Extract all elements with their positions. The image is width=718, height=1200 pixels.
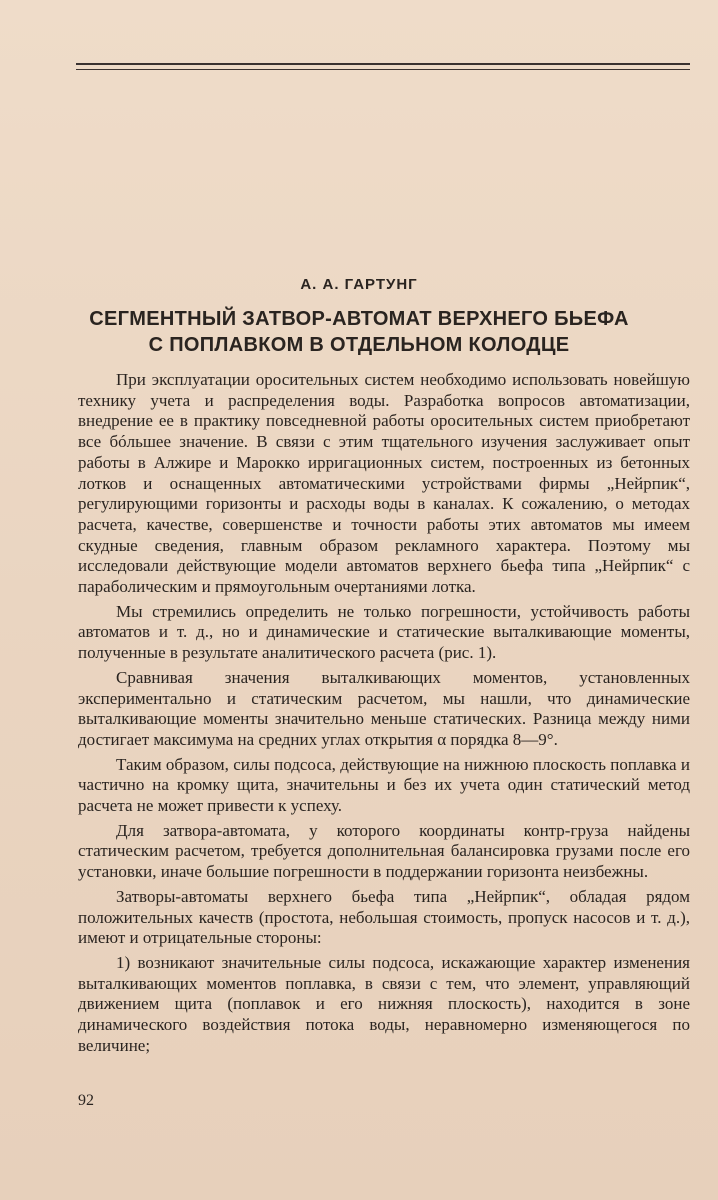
paragraph-list-item-1: 1) возникают значительные силы подсоса, искажающие характер изменения выталкивающих моментов поплавка, в связи с тем, что элемент, управляющий движением щита (поплавок и его нижняя плоскость), находится в зоне динамического воздействия потока воды, неравномерно изменяющегося по величине;: [78, 952, 690, 1055]
article-title: [0, 306, 718, 358]
article-body: [78, 370, 690, 1061]
title-line-1: СЕГМЕНТНЫЙ ЗАТВОР-АВТОМАТ ВЕРХНЕГО БЬЕФА: [89, 308, 629, 330]
paragraph-intro: При эксплуатации оросительных систем необходимо использовать новейшую технику учета и распределения воды. Разработка вопросов автоматизации, внедрение ее в практику повседневной работы оросительных систем приобретают все бóльшее значение. В связи с этим тщательного изучения заслуживает опыт работы в Алжире и Марокко ирригационных систем, построенных из бетонных лотков и оснащенных автоматическими устройствами фирмы „Нейрпик“, регулирующими горизонты и расходы воды в каналах. К сожалению, о методах расчета, качестве, совершенстве и точности работы этих автоматов мы имеем скудные сведения, главным образом рекламного характера. Поэтому мы исследовали действующие модели автоматов верхнего бьефа типа „Нейрпик“ с параболическим и прямоугольным очертаниями лотка.: [78, 370, 690, 597]
title-line-2: С ПОПЛАВКОМ В ОТДЕЛЬНОМ КОЛОДЦЕ: [148, 334, 570, 356]
paragraph-balancing: Для затвора-автомата, у которого координаты контр-груза найдены статическим расчетом, требуется дополнительная балансировка грузами после его установки, иначе большие погрешности в поддержании горизонта неизбежны.: [78, 820, 690, 882]
page-number: 92: [78, 1092, 94, 1109]
paragraph-comparison: Сравнивая значения выталкивающих моментов, установленных экспериментально и статическим расчетом, мы нашли, что динамические выталкивающие моменты значительно меньше статических. Разница между ними достигает максимума на средних углах открытия α порядка 8—9°.: [78, 667, 690, 749]
author-name: А. А. ГАРТУНГ: [300, 276, 418, 293]
paragraph-suction-forces: Таким образом, силы подсоса, действующие на нижнюю плоскость поплавка и частично на кромку щита, значительны и без их учета один статический метод расчета не может привести к успеху.: [78, 754, 690, 816]
header-rule-thick: [76, 63, 690, 65]
paragraph-qualities: Затворы-автоматы верхнего бьефа типа „Нейрпик“, обладая рядом положительных качеств (простота, небольшая стоимость, пропуск насосов и т. д.), имеют и отрицательные стороны:: [78, 886, 690, 948]
paragraph-goals: Мы стремились определить не только погрешности, устойчивость работы автоматов и т. д., но и динамические и статические выталкивающие моменты, полученные в результате аналитического расчета (рис. 1).: [78, 601, 690, 663]
header-rule-thin: [76, 69, 690, 70]
